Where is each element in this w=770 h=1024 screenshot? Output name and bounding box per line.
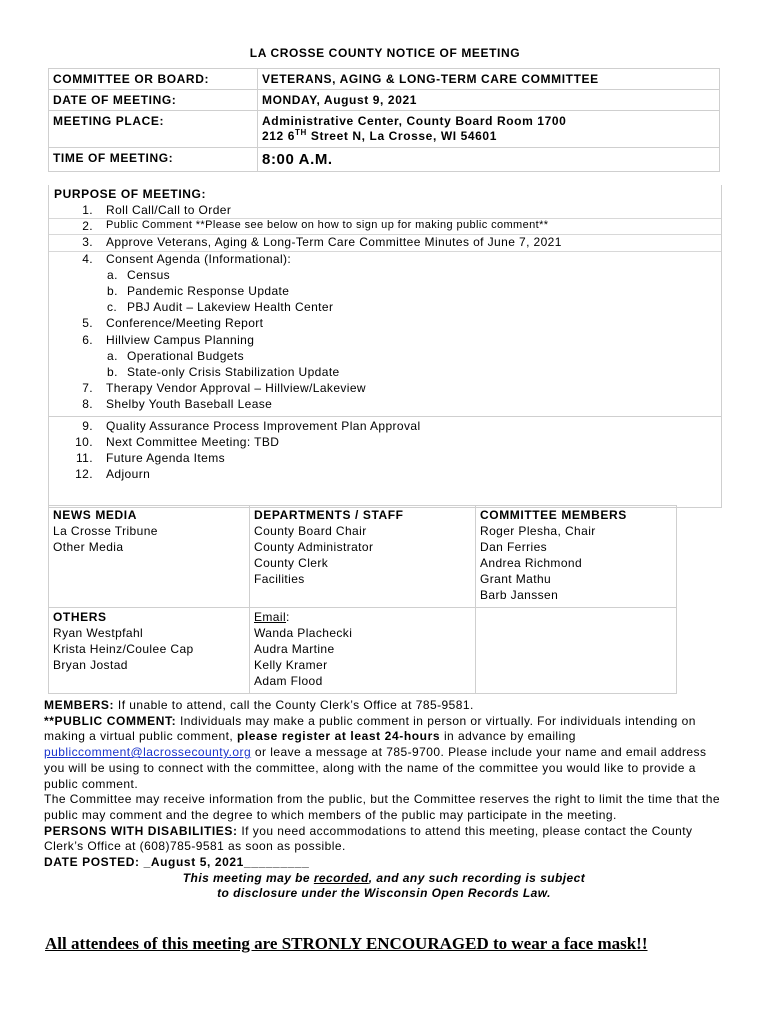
date-row	[49, 90, 720, 111]
email-header: Email:	[254, 610, 290, 624]
agenda-item	[49, 435, 721, 450]
others-header: OTHERS	[53, 610, 107, 624]
agenda-item-text: Operational Budgets	[127, 348, 245, 363]
agenda-item	[49, 349, 721, 364]
distribution-row-1	[49, 506, 677, 608]
news-media-header: NEWS MEDIA	[53, 508, 137, 522]
agenda-item-text: Approve Veterans, Aging & Long-Term Care Committee Minutes of June 7, 2021	[106, 235, 562, 250]
list-item: Barb Janssen	[480, 588, 559, 602]
list-item: Other Media	[53, 540, 124, 554]
distribution-row-2	[49, 608, 677, 694]
committee-label: COMMITTEE OR BOARD:	[49, 69, 258, 90]
distribution-table	[48, 505, 677, 694]
time-label: TIME OF MEETING:	[49, 148, 258, 172]
list-item: Ryan Westpfahl	[53, 626, 144, 640]
agenda-item-number: 1.	[82, 203, 93, 217]
list-item: Kelly Kramer	[254, 658, 328, 672]
email-cell	[250, 608, 476, 694]
list-item: Wanda Plachecki	[254, 626, 353, 640]
purpose-section	[48, 185, 722, 508]
list-item: County Clerk	[254, 556, 329, 570]
purpose-label: PURPOSE OF MEETING:	[54, 187, 207, 201]
agenda-item-number: 6.	[82, 332, 93, 347]
notes-section	[44, 698, 724, 902]
agenda-item-text: Public Comment **Please see below on how to sign up for making public comment**	[106, 219, 549, 232]
agenda-item	[49, 333, 721, 348]
members-note: MEMBERS: If unable to attend, call the County Clerk’s Office at 785-9581.	[44, 698, 474, 712]
agenda-item	[49, 365, 721, 380]
agenda-item-number: 8.	[82, 397, 93, 412]
list-item: Bryan Jostad	[53, 658, 128, 672]
agenda-item-number: 3.	[82, 235, 93, 250]
list-item: County Administrator	[254, 540, 374, 554]
agenda-item-text: Census	[127, 267, 171, 282]
agenda-item-number: 11.	[76, 451, 93, 465]
time-row	[49, 148, 720, 172]
place-line-1: Administrative Center, County Board Room 1700	[262, 114, 567, 128]
notice-title: LA CROSSE COUNTY NOTICE OF MEETING	[249, 46, 521, 60]
agenda-item-number: a.	[107, 267, 118, 282]
agenda-item-text: Consent Agenda (Informational):	[106, 251, 292, 266]
agenda-item	[49, 219, 721, 235]
committee-row	[49, 69, 720, 90]
list-item: Krista Heinz/Coulee Cap	[53, 642, 194, 656]
meeting-header-table	[48, 68, 720, 172]
comment-limit-note: The Committee may receive information from the public, but the Committee reserves the right to limit the time that the public may comment and the degree to which members of the public may participate in the meeting.	[44, 792, 721, 822]
recording-note-line-1: This meeting may be recorded, and any such recording is subject	[182, 870, 586, 885]
list-item: Andrea Richmond	[480, 556, 583, 570]
agenda-item	[49, 300, 721, 315]
agenda-item-number: b.	[107, 365, 118, 379]
agenda-item	[49, 419, 721, 434]
agenda-item-text: Adjourn	[106, 467, 151, 482]
agenda-item-text: Hillview Campus Planning	[106, 332, 255, 347]
news-media-cell	[49, 506, 250, 608]
agenda-item	[49, 316, 721, 331]
agenda-item	[49, 381, 721, 396]
agenda-item-number: 10.	[75, 434, 93, 449]
agenda-item-text: Therapy Vendor Approval – Hillview/Lakeview	[106, 381, 366, 396]
committee-members-cell	[476, 506, 677, 608]
date-value: MONDAY, August 9, 2021	[258, 90, 720, 111]
list-item: La Crosse Tribune	[53, 524, 158, 538]
committee-members-header: COMMITTEE MEMBERS	[480, 508, 627, 522]
agenda-item-text: PBJ Audit – Lakeview Health Center	[127, 300, 334, 315]
agenda-item	[49, 397, 721, 412]
public-comment-note: **PUBLIC COMMENT: Individuals may make a public comment in person or virtually. For individuals intending on making a virtual public comment, please register at least 24-hours in advance by emailing publiccomment@lacrossecounty.org or leave a message at 785-9700. Please include your name and email address you will be using to connect with the committee, along with the name of the committee you would like to provide a public comment.	[44, 713, 707, 791]
empty-cell	[476, 608, 677, 694]
agenda-item-number: c.	[107, 300, 118, 315]
place-value	[258, 111, 720, 148]
agenda-item-number: b.	[107, 284, 118, 298]
list-item: Dan Ferries	[480, 540, 548, 554]
agenda-item-number: 12.	[75, 467, 93, 482]
agenda-item	[49, 268, 721, 283]
list-item: Adam Flood	[254, 674, 323, 688]
agenda-item	[49, 467, 721, 482]
disabilities-note: PERSONS WITH DISABILITIES: If you need accommodations to attend this meeting, please contact the County Clerk’s Office at (608)785-9581 as soon as possible.	[44, 823, 693, 854]
face-mask-notice: All attendees of this meeting are STRONLY ENCOURAGED to wear a face mask!!	[45, 934, 648, 953]
agenda-item	[49, 284, 721, 299]
agenda-item	[49, 235, 721, 251]
date-posted: DATE POSTED: _August 5, 2021_________	[44, 855, 310, 870]
agenda-item-number: a.	[107, 348, 118, 363]
agenda-item-number: 9.	[82, 418, 93, 433]
committee-value: VETERANS, AGING & LONG-TERM CARE COMMITTEE	[258, 69, 720, 90]
agenda-item-number: 2.	[82, 219, 93, 234]
list-item: Facilities	[254, 572, 305, 586]
time-value: 8:00 A.M.	[258, 148, 720, 172]
agenda-item-text: Pandemic Response Update	[127, 284, 290, 298]
agenda-item-text: Next Committee Meeting: TBD	[106, 434, 280, 449]
departments-header: DEPARTMENTS / STAFF	[254, 508, 404, 522]
agenda-item-number: 4.	[82, 251, 93, 266]
recording-note-line-2: to disclosure under the Wisconsin Open Records Law.	[217, 886, 551, 901]
agenda-item-text: Future Agenda Items	[106, 451, 225, 465]
agenda-item-text: Roll Call/Call to Order	[106, 203, 232, 217]
agenda-item-number: 7.	[82, 381, 93, 396]
agenda-item	[49, 203, 721, 219]
agenda-item	[49, 252, 721, 267]
agenda-item	[49, 451, 721, 466]
list-item: Grant Mathu	[480, 572, 552, 586]
agenda-divider	[49, 416, 721, 417]
agenda-item-text: Conference/Meeting Report	[106, 316, 264, 331]
agenda-item-text: Quality Assurance Process Improvement Plan Approval	[106, 418, 421, 433]
agenda-item-text: State-only Crisis Stabilization Update	[127, 365, 340, 379]
others-cell	[49, 608, 250, 694]
public-comment-email-link[interactable]: publiccomment@lacrossecounty.org	[44, 745, 252, 760]
place-label: MEETING PLACE:	[49, 111, 258, 148]
place-line-2: 212 6TH Street N, La Crosse, WI 54601	[262, 128, 497, 143]
place-row	[49, 111, 720, 148]
agenda-item-text: Shelby Youth Baseball Lease	[106, 397, 273, 412]
list-item: Roger Plesha, Chair	[480, 524, 596, 538]
departments-cell	[250, 506, 476, 608]
date-label: DATE OF MEETING:	[49, 90, 258, 111]
agenda-item-number: 5.	[82, 316, 93, 331]
list-item: Audra Martine	[254, 642, 335, 656]
list-item: County Board Chair	[254, 524, 367, 538]
